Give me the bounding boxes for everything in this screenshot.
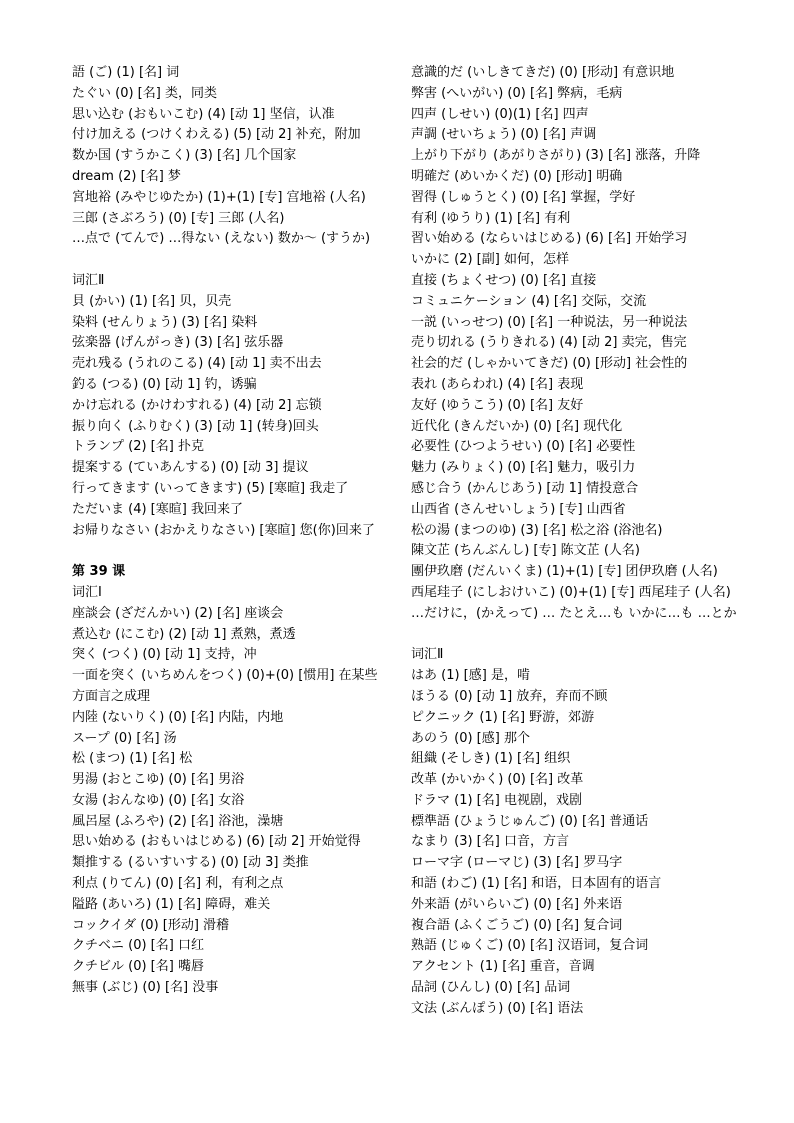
vocab-entry: トランプ (2) [名] 扑克	[72, 439, 204, 455]
vocab-entry: 類推する (るいすいする) (0) [动 3] 类推	[72, 855, 309, 871]
vocab-entry: 一説 (いっせつ) (0) [名] 一种说法，另一种说法	[411, 314, 688, 330]
vocab-entry: 語 (ご) (1) [名] 词	[72, 65, 180, 80]
vocab-entry: たぐい (0) [名] 类，同类	[72, 85, 217, 101]
vocab-entry: 有利 (ゆうり) (1) [名] 有利	[411, 210, 571, 226]
vocab-entry: スープ (0) [名] 汤	[72, 730, 177, 746]
vocab-entry: 隘路 (あいろ) (1) [名] 障碍，难关	[72, 896, 271, 912]
vocab-entry: 複合語 (ふくごうご) (0) [名] 复合词	[411, 917, 623, 933]
vocab-entry: 無事 (ぶじ) (0) [名] 没事	[72, 980, 219, 996]
vocab-entry: 表れ (あらわれ) (4) [名] 表现	[411, 376, 584, 392]
vocab-entry: ただいま (4) [寒暄] 我回来了	[72, 501, 243, 517]
vocab-entry: …点で (てんで) …得ない (えない) 数か～ (すうか)	[72, 231, 371, 247]
vocab-entry: 宮地裕 (みやじゆたか) (1)+(1) [专] 宫地裕 (人名)	[72, 189, 366, 205]
blank-line	[72, 250, 388, 271]
left-column	[72, 63, 388, 999]
vocab-entry: 文法 (ぶんぽう) (0) [名] 语法	[411, 1000, 584, 1016]
vocab-entry: 女湯 (おんなゆ) (0) [名] 女浴	[72, 792, 245, 808]
vocab-entry: 社会的だ (しゃかいてきだ) (0) [形动] 社会性的	[411, 356, 688, 372]
vocab-entry: 品詞 (ひんし) (0) [名] 品词	[411, 980, 571, 996]
vocab-entry: 売り切れる (うりきれる) (4) [动 2] 卖完，售完	[411, 335, 687, 351]
vocab-entry: 上がり下がり (あがりさがり) (3) [名] 涨落，升降	[411, 148, 701, 164]
vocab-entry: 必要性 (ひつようせい) (0) [名] 必要性	[411, 439, 636, 455]
vocab-entry: 声調 (せいちょう) (0) [名] 声调	[411, 127, 597, 143]
vocab-entry: 習い始める (ならいはじめる) (6) [名] 开始学习	[411, 231, 688, 247]
vocab-entry: 風呂屋 (ふろや) (2) [名] 浴池，澡塘	[72, 813, 284, 829]
vocab-entry: 思い始める (おもいはじめる) (6) [动 2] 开始觉得	[72, 834, 361, 850]
vocab-entry: 釣る (つる) (0) [动 1] 钓，诱骗	[72, 376, 257, 392]
vocab-entry: 座談会 (ざだんかい) (2) [名] 座谈会	[72, 605, 284, 621]
vocab-entry: 男湯 (おとこゆ) (0) [名] 男浴	[72, 772, 245, 788]
vocab-entry: 弦楽器 (げんがっき) (3) [名] 弦乐器	[72, 335, 284, 351]
blank-line	[411, 625, 756, 646]
vocab-entry: 数か国 (すうかこく) (3) [名] 几个国家	[72, 148, 297, 164]
lesson-heading: 第 39 课	[72, 564, 126, 580]
vocab-entry: 词汇Ⅰ	[72, 584, 102, 600]
vocab-entry: 組織 (そしき) (1) [名] 组织	[411, 751, 571, 767]
vocab-entry: 売れ残る (うれのこる) (4) [动 1] 卖不出去	[72, 356, 322, 372]
vocab-entry: 改革 (かいかく) (0) [名] 改革	[411, 772, 584, 788]
vocab-entry: はあ (1) [感] 是，啃	[411, 668, 530, 684]
vocab-entry: 行ってきます (いってきます) (5) [寒暄] 我走了	[72, 480, 349, 496]
vocab-entry: 松の湯 (まつのゆ) (3) [名] 松之浴 (浴池名)	[411, 522, 663, 538]
vocab-entry: 利点 (りてん) (0) [名] 利，有利之点	[72, 876, 284, 892]
vocab-entry: コックイダ (0) [形动] 滑稽	[72, 917, 230, 933]
vocab-entry: 外来語 (がいらいご) (0) [名] 外来语	[411, 896, 623, 912]
vocab-entry: コミュニケーション (4) [名] 交际，交流	[411, 293, 647, 309]
vocab-entry: 陳文芷 (ちんぶんし) [专] 陈文芷 (人名)	[411, 543, 640, 559]
vocab-entry: 词汇Ⅱ	[411, 647, 444, 663]
vocab-entry: クチベニ (0) [名] 口红	[72, 938, 204, 954]
blank-line	[72, 541, 388, 562]
vocab-entry: 三郎 (さぶろう) (0) [专] 三郎 (人名)	[72, 210, 285, 226]
vocab-entry: ピクニック (1) [名] 野游，郊游	[411, 709, 595, 725]
vocab-entry: 山西省 (さんせいしょう) [专] 山西省	[411, 501, 626, 517]
vocab-entry: かけ忘れる (かけわすれる) (4) [动 2] 忘锁	[72, 397, 322, 413]
right-column	[411, 63, 756, 1020]
vocab-entry: 四声 (しせい) (0)(1) [名] 四声	[411, 106, 589, 122]
vocab-entry: 内陸 (ないりく) (0) [名] 内陆，内地	[72, 709, 284, 725]
vocab-entry: 付け加える (つけくわえる) (5) [动 2] 补充，附加	[72, 127, 361, 143]
vocab-entry: あのう (0) [感] 那个	[411, 730, 530, 746]
vocab-entry: 词汇Ⅱ	[72, 272, 105, 288]
vocab-entry: 一面を突く (いちめんをつく) (0)+(0) [惯用] 在某些方面言之成理	[72, 668, 378, 704]
vocab-entry: 西尾珪子 (にしおけいこ) (0)+(1) [专] 西尾珪子 (人名)	[411, 584, 731, 600]
vocab-entry: 弊害 (へいがい) (0) [名] 弊病，毛病	[411, 85, 623, 101]
vocab-entry: 標準語 (ひょうじゅんご) (0) [名] 普通话	[411, 813, 649, 829]
vocab-entry: 意識的だ (いしきてきだ) (0) [形动] 有意识地	[411, 65, 675, 80]
vocab-entry: なまり (3) [名] 口音，方言	[411, 834, 569, 850]
vocab-entry: お帰りなさい (おかえりなさい) [寒暄] 您(你)回来了	[72, 522, 375, 538]
vocab-entry: アクセント (1) [名] 重音，音调	[411, 959, 595, 975]
vocab-entry: 明確だ (めいかくだ) (0) [形动] 明确	[411, 168, 623, 184]
vocab-entry: 感じ合う (かんじあう) [动 1] 情投意合	[411, 480, 639, 496]
vocab-entry: 直接 (ちょくせつ) (0) [名] 直接	[411, 272, 597, 288]
vocab-entry: ドラマ (1) [名] 电视剧，戏剧	[411, 792, 582, 808]
vocab-entry: 提案する (ていあんする) (0) [动 3] 提议	[72, 460, 309, 476]
vocab-entry: 振り向く (ふりむく) (3) [动 1] (转身)回头	[72, 418, 319, 434]
vocab-entry: 熟語 (じゅくご) (0) [名] 汉语词，复合词	[411, 938, 649, 954]
vocab-entry: 和語 (わご) (1) [名] 和语，日本固有的语言	[411, 876, 662, 892]
vocab-entry: dream (2) [名] 梦	[72, 168, 181, 184]
vocab-entry: 思い込む (おもいこむ) (4) [动 1] 坚信，认准	[72, 106, 335, 122]
vocab-entry: 近代化 (きんだいか) (0) [名] 现代化	[411, 418, 623, 434]
vocab-entry: ほうる (0) [动 1] 放弃，弃而不顾	[411, 688, 608, 704]
vocab-entry: 友好 (ゆうこう) (0) [名] 友好	[411, 397, 584, 413]
vocab-entry: 團伊玖磨 (だんいくま) (1)+(1) [专] 团伊玖磨 (人名)	[411, 564, 718, 580]
vocab-entry: 魅力 (みりょく) (0) [名] 魅力，吸引力	[411, 460, 636, 476]
vocab-entry: 習得 (しゅうとく) (0) [名] 掌握，学好	[411, 189, 636, 205]
vocab-entry: いかに (2) [副] 如何，怎样	[411, 252, 569, 268]
vocab-entry: 煮込む (にこむ) (2) [动 1] 煮熟，煮透	[72, 626, 296, 642]
vocab-entry: 突く (つく) (0) [动 1] 支持，冲	[72, 647, 257, 663]
vocab-entry: ローマ字 (ローマじ) (3) [名] 罗马字	[411, 855, 623, 871]
vocab-entry: クチビル (0) [名] 嘴唇	[72, 959, 204, 975]
vocab-entry: 貝 (かい) (1) [名] 贝，贝壳	[72, 293, 232, 309]
vocab-entry: …だけに，(かえって) … たとえ…も いかに…も …とか	[411, 605, 737, 621]
vocab-entry: 染料 (せんりょう) (3) [名] 染料	[72, 314, 258, 330]
vocab-entry: 松 (まつ) (1) [名] 松	[72, 751, 193, 767]
